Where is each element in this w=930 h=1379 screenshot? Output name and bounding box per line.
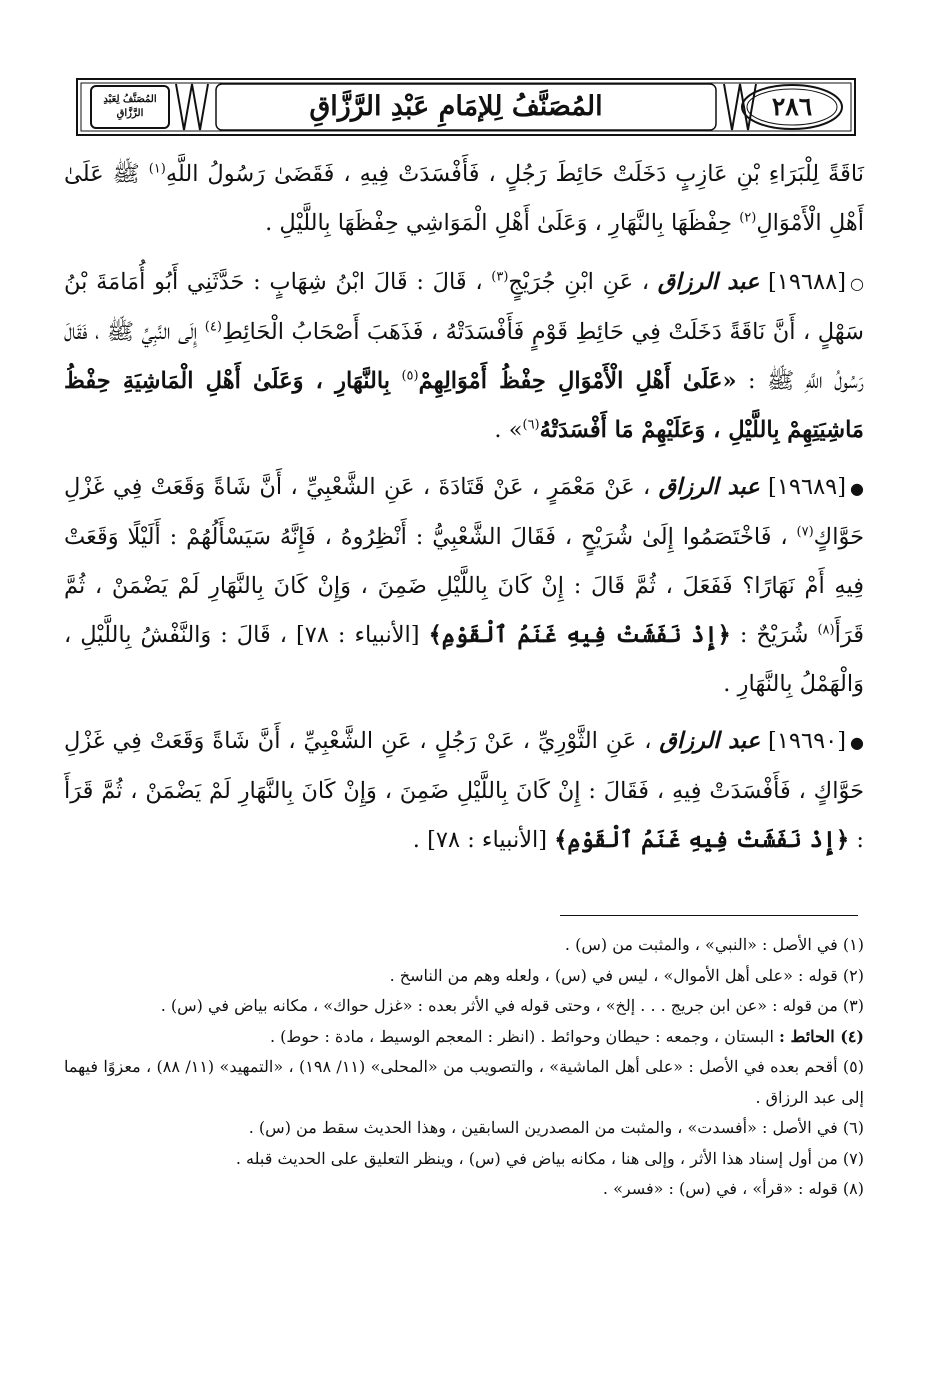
footnote-5: (٥) أقحم بعده في الأصل : «على أهل الماشية» ، والتصويب من «المحلى» (١١/ ١٩٨) ، «التمهيد» (١١/ ٨٨) ، معزوًا فيهما إلى عبد الرزاق . xyxy=(64,1057,865,1107)
text-span: حِفْظَهَا بِالنَّهَارِ ، وَعَلَىٰ أَهْلِ الْمَوَاشِي حِفْظَهَا بِاللَّيْلِ . xyxy=(265,210,733,236)
hadith-author: عبد الرزاق xyxy=(657,269,760,295)
text-span: نَاقَةً لِلْبَرَاءِ بْنِ عَازِبٍ دَخَلَتْ حَائِطَ رَجُلٍ ، فَأَفْسَدَتْ فِيهِ ، فَقَضَىٰ رَسُولُ اللَّهِ xyxy=(165,161,864,187)
text-span: ، فَاخْتَصَمُوا إِلَىٰ شُرَيْحٍ ، فَقَالَ الشَّعْبِيُّ : أَنْظِرُوهُ ، فَإِنَّهُ سَيَسْأَلُهُمْ : أَلَيْلًا وَقَعَتْ فِيهِ أَمْ نَهَارًا؟ فَفَعَلَ ، ثُمَّ قَالَ : إِنْ كَانَ بِاللَّيْلِ ضَمِنَ ، وَإِنْ كَانَ بِالنَّهَارِ لَمْ يَضْمَنْ ، ثُمَّ قَرَأَ xyxy=(64,524,865,648)
text-span: ، قَالَ : قَالَ ابْنُ شِهَابٍ : حَدَّثَنِي أَبُو أُمَامَةَ بْنُ سَهْلٍ ، أَنَّ نَاقَةً دَخَلَتْ فِي حَائِطِ قَوْمٍ فَأَفْسَدَتْهُ ، فَذَهَبَ أَصْحَابُ الْحَائِطِ xyxy=(64,269,864,345)
text-span: [الأنبياء : ٧٨] . xyxy=(412,827,548,853)
footnote-8: (٨) قوله : «قرأ» ، في (س) : «فسر» . xyxy=(602,1179,864,1198)
hadith-author: عبد الرزاق xyxy=(658,474,760,500)
footnote-ref: (٦) xyxy=(522,417,540,433)
footnote-ref: (٧) xyxy=(796,524,814,540)
text-span: ، عَنْ مَعْمَرٍ ، عَنْ قَتَادَةَ ، عَنِ الشَّعْبِيِّ ، أَنَّ شَاةً وَقَعَتْ فِي غَزْلِ حَوَّاكٍ xyxy=(64,474,865,550)
hadith-marker-icon: ● xyxy=(850,479,864,498)
hadith-marker-icon: ● xyxy=(850,733,864,752)
footnotes xyxy=(64,930,864,1205)
hadith-marker-icon: ○ xyxy=(850,274,864,293)
quran-verse: ﴿إِذْ نَفَشَتْ فِيهِ غَنَمُ ٱلْقَوْمِ﴾ xyxy=(554,827,850,853)
footnote-text: البستان ، وجمعه : حيطان وحوائط . (انظر : المعجم الوسيط ، مادة : حوط) . xyxy=(270,1026,774,1046)
footnote-7: (٧) من أول إسناد هذا الأثر ، وإلى هنا ، مكانه بياض في (س) ، وينظر التعليق على الحديث قبله . xyxy=(235,1148,864,1168)
book-seal-logo: المُصَنَّفُ لِعَبْدِ الرَّزَّاقِ xyxy=(90,85,170,129)
page-header xyxy=(76,78,856,136)
paragraph-continuation xyxy=(64,150,864,248)
hadith-19689 xyxy=(64,463,864,709)
prophetic-quote: بِالنَّهَارِ ، وَعَلَىٰ أَهْلِ الْمَاشِيَةِ حِفْظُ مَاشِيَتِهِمْ بِاللَّيْلِ ، وَعَلَيْهِمْ مَا أَفْسَدَتْهُ xyxy=(64,368,864,443)
text-span: [الأنبياء : ٧٨] ، قَالَ : وَالنَّفْشُ بِاللَّيْلِ ، وَالْهَمْلُ بِالنَّهَارِ . xyxy=(64,622,864,697)
footnote-4 xyxy=(64,1022,864,1053)
hadith-number: [١٩٦٨٨] xyxy=(768,269,847,295)
footnote-ref: (١) xyxy=(148,161,166,177)
footnote-6: (٦) في الأصل : «أفسدت» ، والمثبت من المصدرين السابقين ، وهذا الحديث سقط من (س) . xyxy=(248,1118,864,1137)
footnote-ref: (٢) xyxy=(739,210,757,226)
hadith-19688 xyxy=(64,258,864,455)
footnote-3: (٣) من قوله : «عن ابن جريج . . . إلخ» ، وحتى قوله في الأثر بعده : «غزل حواك» ، مكانه بياض في (س) . xyxy=(160,996,864,1015)
footnote-term: (٤) الحائط : xyxy=(779,1026,864,1046)
text-span: » . xyxy=(494,417,523,443)
page-number: ٢٨٦ xyxy=(771,92,813,121)
hadith-author: عبد الرزاق xyxy=(659,728,761,754)
hadith-19690 xyxy=(64,717,864,865)
main-text xyxy=(64,150,864,873)
hadith-number: [١٩٦٨٩] xyxy=(768,474,847,500)
prophetic-quote: «عَلَىٰ أَهْلِ الْأَمْوَالِ حِفْظُ أَمْوَالِهِمْ xyxy=(418,368,737,394)
footnote-ref: (٨) xyxy=(817,622,835,638)
text-span: ، عَنِ الثَّوْرِيِّ ، عَنْ رَجُلٍ ، عَنِ الشَّعْبِيِّ ، أَنَّ شَاةً وَقَعَتْ فِي غَزْلِ حَوَّاكٍ ، فَأَفْسَدَتْ فِيهِ ، فَقَالَ : إِنْ كَانَ بِاللَّيْلِ ضَمِنَ ، وَإِنْ كَانَ بِالنَّهَارِ لَمْ يَضْمَنْ ، ثُمَّ قَرَأَ : xyxy=(64,728,864,853)
text-span: إِلَى النَّبِيِّ ﷺ ، فَقَالَ رَسُولُ اللَّهِ ﷺ : xyxy=(64,319,864,394)
quran-verse: ﴿إِذْ نَفَشَتْ فِيهِ غَنَمُ ٱلْقَوْمِ﴾ xyxy=(428,622,731,648)
footnote-ref: (٥) xyxy=(401,368,419,384)
footnote-1: (١) في الأصل : «النبي» ، والمثبت من (س) . xyxy=(564,935,864,954)
footnote-2: (٢) قوله : «على أهل الأموال» ، ليس في (س) ، ولعله وهم من الناسخ . xyxy=(389,965,864,985)
hadith-number: [١٩٦٩٠] xyxy=(768,728,847,754)
footnote-ref: (٣) xyxy=(491,269,509,285)
book-title: المُصَنَّفُ لِلإمَامِ عَبْدِ الرَّزَّاقِ xyxy=(309,91,603,122)
footnote-ref: (٤) xyxy=(204,319,222,335)
text-span: ﷺ عَلَىٰ أَهْلِ الْأَمْوَالِ xyxy=(64,161,864,236)
text-span: شُرَيْحٌ : xyxy=(739,622,809,648)
text-span: ، عَنِ ابْنِ جُرَيْجٍ xyxy=(508,269,650,295)
footnote-divider xyxy=(560,915,858,916)
